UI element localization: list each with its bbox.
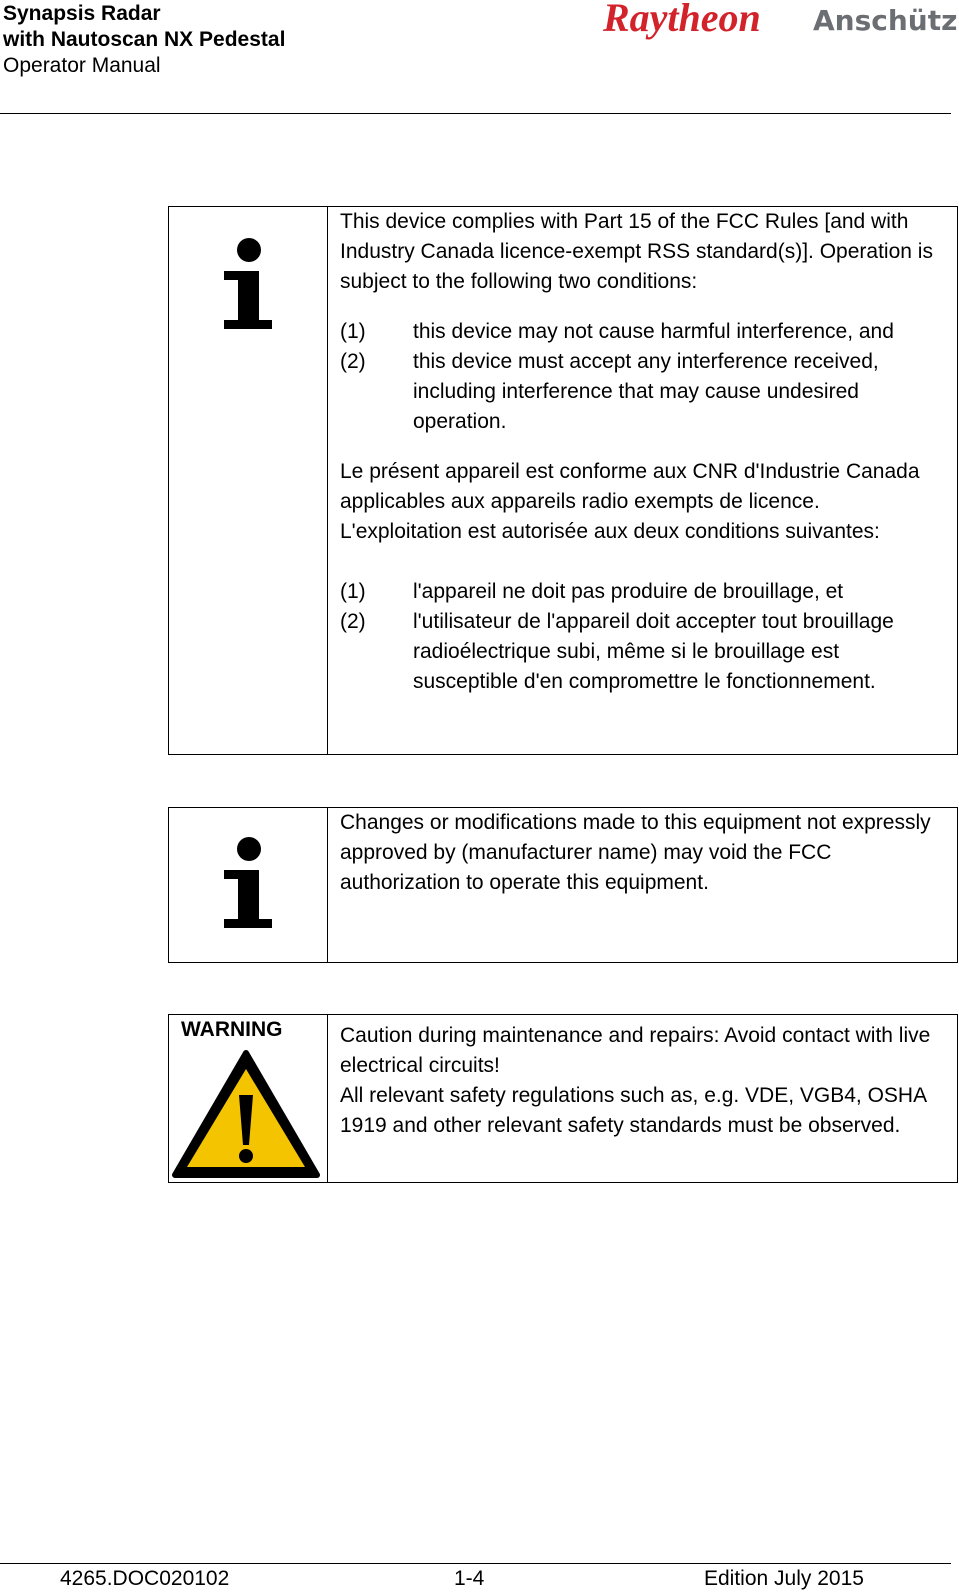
fcc-compliance-notice (168, 206, 958, 755)
list-text: l'appareil ne doit pas produire de brouillage, et (413, 580, 844, 603)
info-icon (224, 836, 274, 928)
list-item (340, 577, 945, 607)
list-item (340, 347, 945, 437)
warning-triangle-icon (171, 1049, 321, 1179)
warning-regulations-text: All relevant safety regulations such as, e.g. VDE, VGB4, OSHA 1919 and other relevant safety standards must be observed. (340, 1084, 926, 1137)
fcc-intro-french: Le présent appareil est conforme aux CNR d'Industrie Canada applicables aux appareils radio exempts de licence. L'exploitation est autorisée aux deux conditions suivantes: (340, 460, 920, 543)
warning-label: WARNING (181, 1018, 283, 1041)
footer-doc-number: 4265.DOC020102 (60, 1567, 230, 1590)
list-number: (1) (340, 320, 366, 343)
list-item (340, 317, 945, 347)
list-item (340, 607, 945, 697)
list-text: this device must accept any interference received, including interference that may cause undesired operation. (413, 350, 879, 433)
notice-text-cell (328, 808, 957, 962)
fcc-intro: This device complies with Part 15 of the FCC Rules [and with Industry Canada licence-exempt RSS standard(s)]. Operation is subject to the following two conditions: (340, 210, 933, 293)
warning-icon-cell (169, 1015, 328, 1182)
notice-text-cell (328, 207, 957, 754)
warning-notice (168, 1014, 958, 1183)
modifications-notice (168, 807, 958, 963)
notice-icon-cell (169, 808, 328, 962)
footer-page-number: 1-4 (454, 1567, 485, 1590)
list-text: this device may not cause harmful interference, and (413, 320, 894, 343)
notice-icon-cell (169, 207, 328, 754)
notice-text-cell (328, 1015, 957, 1182)
list-text: l'utilisateur de l'appareil doit accepter tout brouillage radioélectrique subi, même si le brouillage est susceptible d'en compromettre le fonctionnement. (413, 610, 894, 693)
modifications-text: Changes or modifications made to this equipment not expressly approved by (manufacturer name) may void the FCC authorization to operate this equipment. (340, 811, 931, 894)
list-number: (2) (340, 610, 366, 633)
footer-rule (0, 1563, 951, 1564)
header-manual-type: Operator Manual (3, 54, 161, 77)
list-number: (1) (340, 580, 366, 603)
footer-edition: Edition July 2015 (704, 1567, 864, 1590)
logo-primary: Raytheon (603, 0, 761, 40)
info-icon (224, 237, 274, 329)
list-number: (2) (340, 350, 366, 373)
header-rule (0, 113, 951, 114)
header-title: Synapsis Radar (3, 2, 161, 25)
warning-caution-text: Caution during maintenance and repairs: Avoid contact with live electrical circuits! (340, 1024, 931, 1077)
raytheon-anschutz-logo (603, 0, 958, 44)
document-header (3, 1, 285, 79)
header-subtitle: with Nautoscan NX Pedestal (3, 28, 286, 51)
logo-secondary: Anschütz (813, 4, 958, 37)
